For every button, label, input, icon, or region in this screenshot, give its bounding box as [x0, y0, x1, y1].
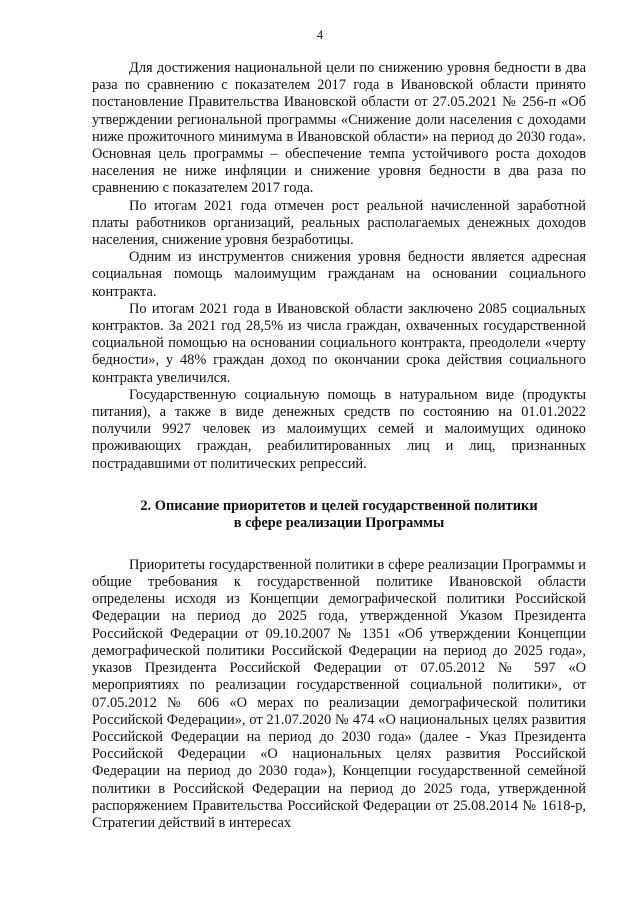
page-number: 4	[316, 28, 324, 42]
paragraph-in-kind-assistance: Государственную социальную помощь в натуральном виде (продукты питания), а также в виде денежных средств по состоянию на 01.01.2022 получили 9927 человек из малоимущих семей и малоимущих одиноко проживающих граждан, реабилитированных лиц и лиц, признанных пострадавшими от политических репрессий.	[92, 386, 586, 472]
section-heading-line-2: в сфере реализации Программы	[233, 515, 445, 532]
paragraph-2021-results: По итогам 2021 года отмечен рост реальной начисленной заработной платы работников организаций, реальных располагаемых денежных доходов населения, снижение уровня безработицы.	[92, 197, 586, 249]
paragraph-social-assistance: Одним из инструментов снижения уровня бедности является адресная социальная помощь малоимущим гражданам на основании социального контракта.	[92, 249, 586, 300]
paragraph-social-contracts: По итогам 2021 года в Ивановской области заключено 2085 социальных контрактов. За 2021 год 28,5% из числа граждан, охваченных государственной социальной помощью на основании социального контракта, преодолели «черту бедности», у 48% граждан доход по окончании срока действия социального контракта увеличился.	[92, 300, 586, 386]
section-heading	[92, 498, 586, 533]
paragraph-policy-priorities: Приоритеты государственной политики в сфере реализации Программы и общие требования к государственной политике Ивановской области определены исходя из Концепции демографической политики Российской Федерации на период до 2025 года, утвержденной Указом Президента Российской Федерации от 09.10.2007 № 1351 «Об утверждении Концепции демографической политики Российской Федерации на период до 2025 года», указов Президента Российской Федерации от 07.05.2012 № 597 «О мероприятиях по реализации государственной социальной политики», от 07.05.2012 № 606 «О мерах по реализации демографической политики Российской Федерации», от 21.07.2020 № 474 «О национальных целях развития Российской Федерации на период до 2030 года» (далее - Указ Президента Российской Федерации «О национальных целях развития Российской Федерации на период до 2030 года»), Концепции государственной семейной политики в Российской Федерации на период до 2025 года, утвержденной распоряжением Правительства Российской Федерации от 25.08.2014 № 1618-р, Стратегии действий в интересах	[92, 556, 586, 831]
document-body	[92, 60, 586, 832]
paragraph-poverty-program: Для достижения национальной цели по снижению уровня бедности в два раза по сравнению с показателем 2017 года в Ивановской области принято постановление Правительства Ивановской области от 27.05.2021 № 256-п «Об утверждении региональной программы «Снижение доли населения с доходами ниже прожиточного минимума в Ивановской области» на период до 2030 года». Основная цель программы – обеспечение темпа устойчивого роста доходов населения не ниже инфляции и снижение уровня бедности в два раза по сравнению с показателем 2017 года.	[92, 60, 586, 197]
section-heading-line-1: 2. Описание приоритетов и целей государственной политики	[140, 497, 538, 514]
